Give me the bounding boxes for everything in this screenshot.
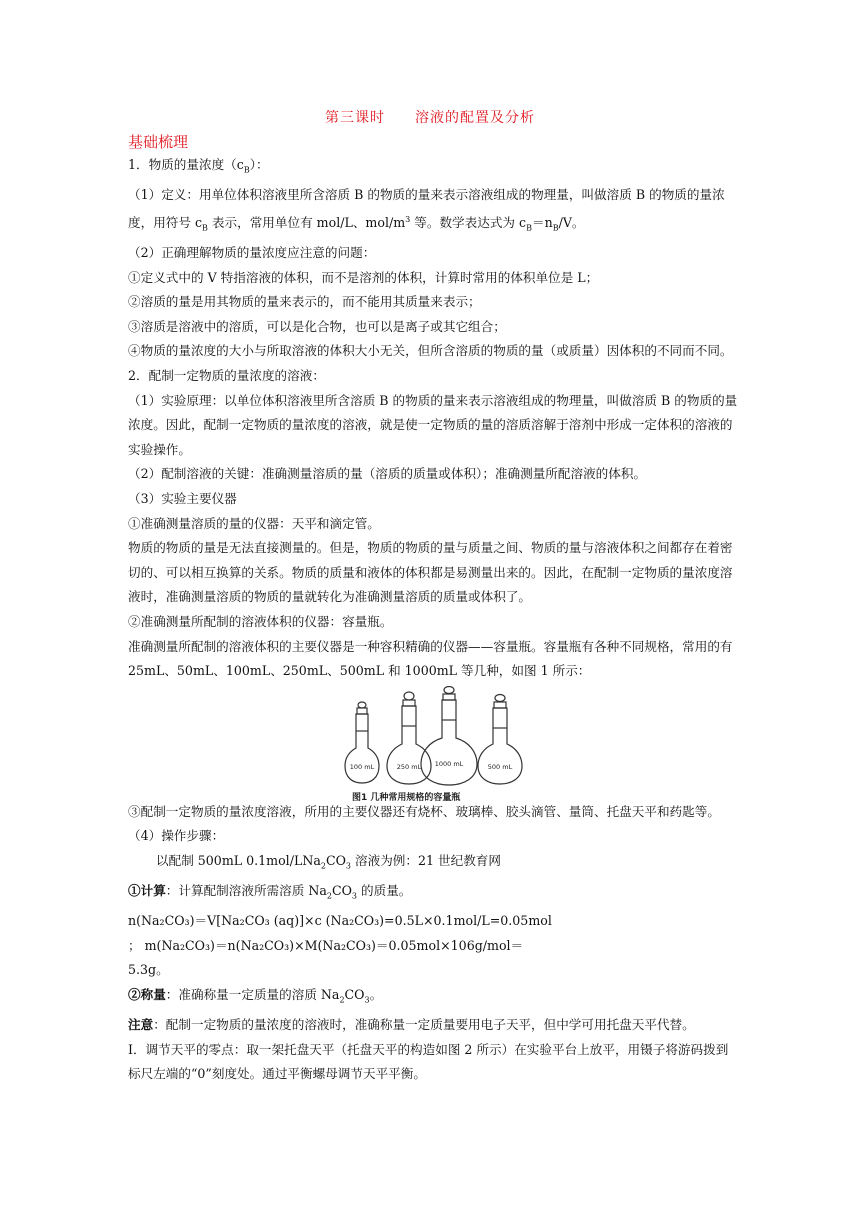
paragraph: 1．物质的量浓度$(c_B)$： <box>128 157 269 175</box>
paragraph: ④物质的量浓度的大小与所取溶液的体积大小无关，但所含溶质的物质的量（或质量）因体积的不同而不同。 <box>128 343 733 359</box>
flask-250ml-icon <box>387 706 431 784</box>
paragraph: （2）配制溶液的关键：准确测量溶质的量（溶质的质量或体积）；准确测量所配溶液的体积。 <box>128 466 647 482</box>
paragraph: （2）正确理解物质的量浓度应注意的问题： <box>128 245 376 260</box>
formula-line: ； m(Na₂CO₃)＝n(Na₂CO₃)×M(Na₂CO₃)＝0.05mol×106g/mol＝ <box>128 937 524 953</box>
paragraph: 2．配制一定物质的量浓度的溶液： <box>128 367 325 383</box>
paragraph: ①定义式中的 V 特指溶液的体积，而不是溶剂的体积，计算时常用的体积单位是 L； <box>128 269 599 285</box>
paragraph: I．调节天平的零点：取一架托盘天平（托盘天平的构造如图 2 所示）在实验平台上放平，用镊子将游码拨到标尺左端的“0”刻度处。通过平衡螺母调节天平平衡。 <box>128 1041 729 1082</box>
formula-line: 5.3g。 <box>128 962 169 978</box>
paragraph: 准确测量所配制的溶液体积的主要仪器是一种容积精确的仪器——容量瓶。容量瓶有各种不同规格，常用的有 25mL、50mL、100mL、250mL、500mL 和 1000mL 等几种，如图 1 所示： <box>128 638 733 679</box>
paragraph: 物质的物质的量是无法直接测量的。但是，物质的物质的量与质量之间、物质的量与溶液体积之间都存在着密切的、可以相互换算的关系。物质的质量和液体的体积都是易测量出来的。因此，在配制一定物质的量浓度溶液时，准确测量溶质的物质的量就转化为准确测量溶质的质量或体积了。 <box>128 540 733 605</box>
paragraph: ①准确测量溶质的量的仪器：天平和滴定管。 <box>128 515 380 531</box>
paragraph: （4）操作步骤： <box>128 828 225 844</box>
paragraph: ②溶质的量是用其物质的量来表示的，而不能用其质量来表示； <box>128 294 481 310</box>
title-topic: 溶液的配置及分析 <box>415 110 535 126</box>
figure-caption: 图1 几种常用规格的容量瓶 <box>352 792 461 803</box>
flask-label: 500 mL <box>487 762 513 771</box>
flask-100ml-icon <box>345 714 379 783</box>
paragraph: ③配制一定物质的量浓度溶液，所用的主要仪器还有烧杯、玻璃棒、胶头滴管、量筒、托盘天平和药匙等。 <box>128 803 720 819</box>
paragraph: （1）定义：用单位体积溶液里所含溶质 B 的物质的量来表示溶液组成的物理量，叫做溶质 B 的物质的量浓度，用符号 $c_B$ 表示，常用单位有 mol/L、mol/$m^3$ 等。数学表达式为 $c_B=n_B/V$。 <box>128 187 725 233</box>
formula-line: n(Na₂CO₃)＝V[Na₂CO₃ (aq)]×c (Na₂CO₃)=0.5L×0.1mol/L=0.05mol <box>128 913 552 929</box>
title-lesson: 第三课时 <box>325 110 385 126</box>
flask-label: 1000 mL <box>434 759 464 768</box>
paragraph: ③溶质是溶液中的溶质，可以是化合物，也可以是离子或其它组合； <box>128 318 506 334</box>
page-title <box>0 107 860 127</box>
paragraph: 注意：配制一定物质的量浓度的溶液时，准确称量一定质量要用电子天平，但中学可用托盘天平代替。 <box>128 1016 695 1032</box>
volumetric-flasks-illustration <box>339 686 529 786</box>
paragraph: ②准确测量所配制的溶液体积的仪器：容量瓶。 <box>128 613 393 629</box>
paragraph: （3）实验主要仪器 <box>128 490 237 506</box>
paragraph: ②称量：准确称量一定质量的溶质 $Na_2CO_3$。 <box>128 986 383 1005</box>
document-body <box>128 153 738 1087</box>
paragraph: 以配制 500mL $0.1mol/LNa_2CO_3$ 溶液为例：21 世纪教育网 <box>156 852 501 871</box>
flask-figure <box>128 688 738 803</box>
paragraph: ①计算：计算配制溶液所需溶质 $Na_2CO_3$ 的质量。 <box>128 882 412 901</box>
paragraph: （1）实验原理：以单位体积溶液里所含溶质 B 的物质的量来表示溶液组成的物理量，叫做溶质 B 的物质的量浓度。因此，配制一定物质的量浓度的溶液，就是使一定物质的量的溶质溶解于溶剂中形成一定体积的溶液的实验操作。 <box>128 392 738 457</box>
flask-label: 250 mL <box>396 762 422 771</box>
flask-label: 100 mL <box>349 762 375 771</box>
section-heading: 基础梳理 <box>128 133 189 151</box>
flask-500ml-icon <box>478 708 522 784</box>
